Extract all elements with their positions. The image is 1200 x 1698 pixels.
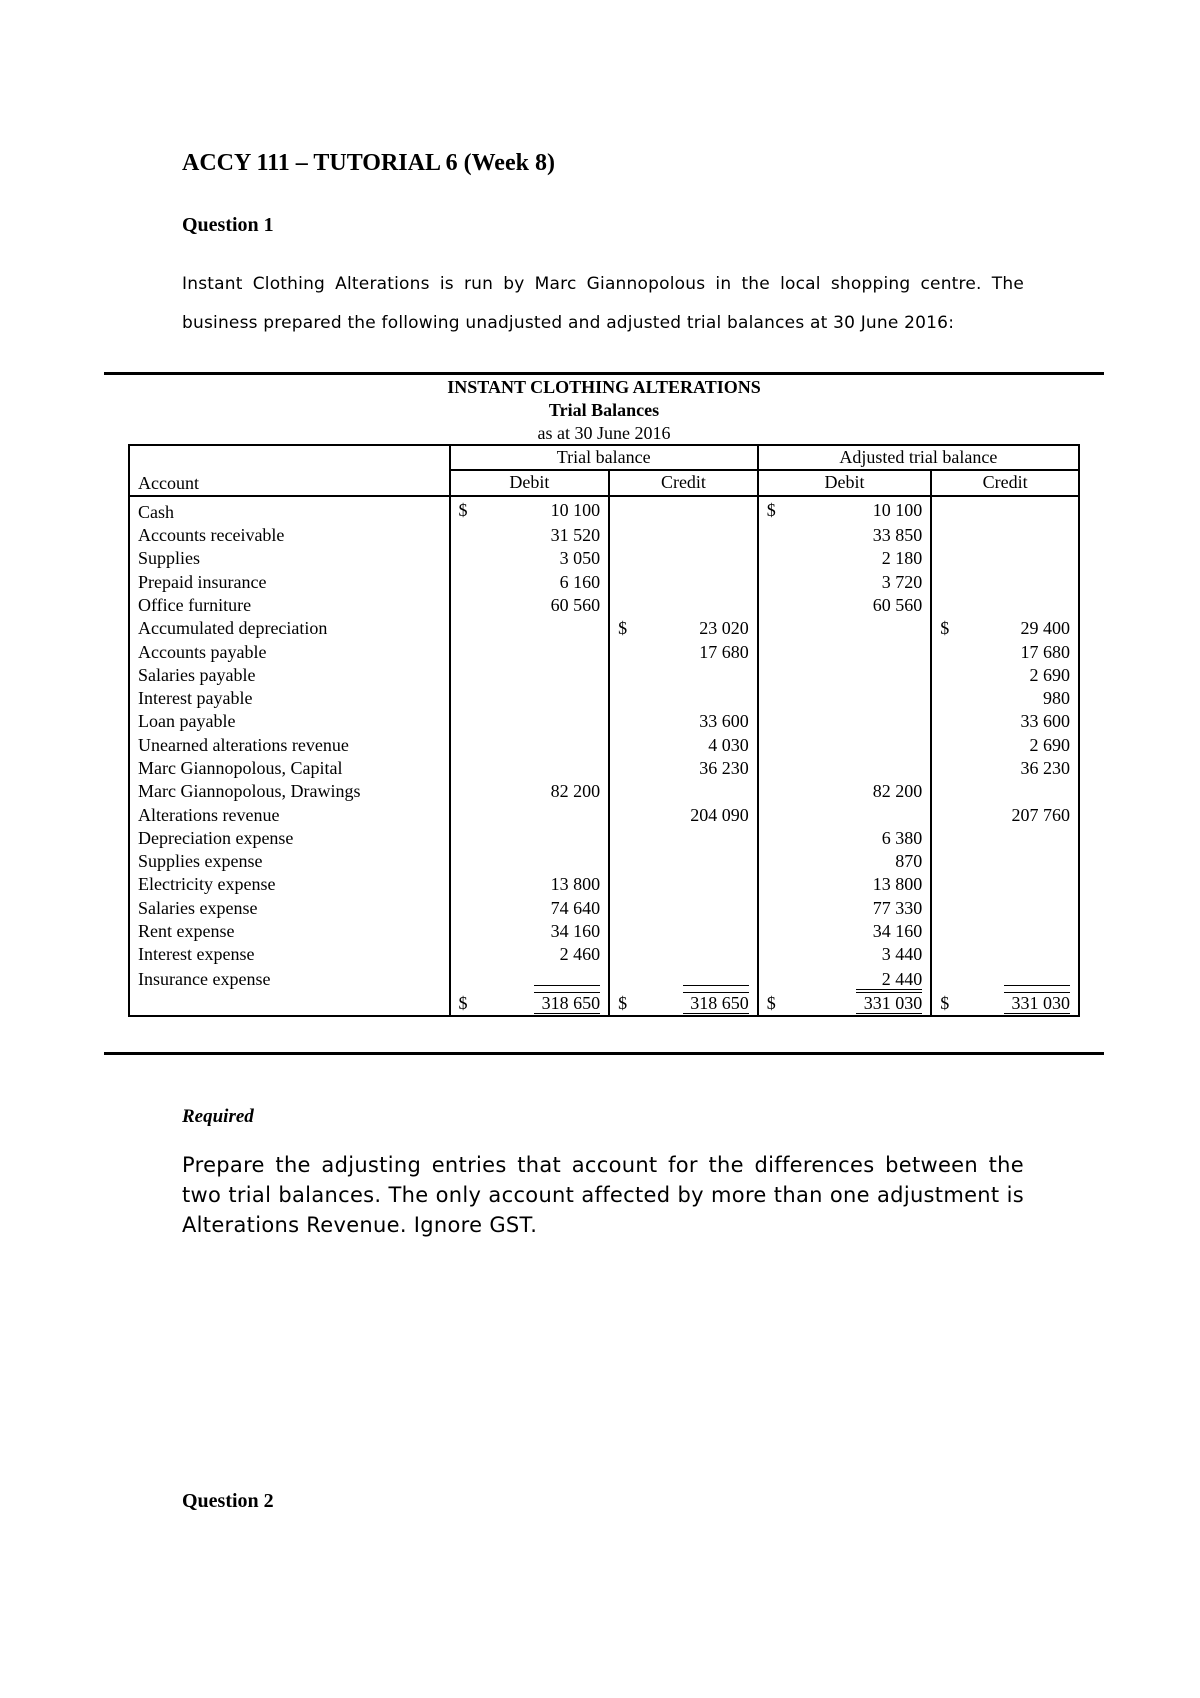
amount-cell-atb-cr [931, 640, 1079, 663]
amount-cell-atb-cr [931, 594, 1079, 617]
account-name: Office furniture [129, 594, 450, 617]
amount-cell-tb-dr [450, 943, 610, 966]
amount-cell-atb-cr [931, 687, 1079, 710]
amount-value: 980 [1043, 688, 1070, 709]
amount-cell-atb-cr [931, 570, 1079, 593]
account-name: Salaries expense [129, 897, 450, 920]
table-bottom-rule [104, 1052, 1104, 1055]
amount-value: 33 600 [699, 711, 749, 732]
amount-value: 36 230 [1020, 758, 1070, 778]
table-top-rule [104, 372, 1104, 375]
amount-value: 4 030 [708, 734, 749, 755]
account-name: Alterations revenue [129, 803, 450, 826]
amount-cell-atb-cr [931, 897, 1079, 920]
amount-cell-tb-dr [450, 873, 610, 896]
amount-cell-atb-dr [758, 850, 932, 873]
amount-value: 10 100 [872, 499, 923, 520]
amount-cell-tb-cr [609, 664, 758, 687]
amount-cell-atb-dr [758, 897, 932, 920]
amount-value: 31 520 [550, 525, 601, 546]
amount-cell-tb-cr [609, 803, 758, 826]
currency-symbol: $ [458, 992, 468, 1013]
amount-cell-tb-dr [450, 757, 610, 780]
amount-cell-tb-cr [609, 780, 758, 803]
amount-cell-tb-dr [450, 687, 610, 710]
amount-value: 23 020 [699, 618, 749, 639]
amount-cell-tb-dr [450, 897, 610, 920]
currency-symbol: $ [940, 618, 950, 639]
amount-value: 6 160 [559, 571, 601, 592]
amount-cell-atb-cr [931, 524, 1079, 547]
amount-cell-atb-cr [931, 967, 1079, 992]
amount-value: 82 200 [872, 781, 923, 802]
table-row [129, 570, 1079, 593]
amount-cell-atb-dr [758, 640, 932, 663]
table-row [129, 664, 1079, 687]
atb-credit-header: Credit [931, 470, 1079, 495]
table-row [129, 524, 1079, 547]
table-row [129, 734, 1079, 757]
amount-cell-tb-cr [609, 710, 758, 733]
currency-symbol: $ [766, 992, 776, 1013]
account-name: Marc Giannopolous, Capital [129, 757, 450, 780]
amount-cell-tb-dr [450, 664, 610, 687]
account-name: Accounts payable [129, 640, 450, 663]
amount-cell-tb-dr [450, 850, 610, 873]
account-name: Unearned alterations revenue [129, 734, 450, 757]
total-value: 331 030 [856, 992, 922, 1014]
question-2-heading: Question 2 [182, 1490, 274, 1512]
amount-cell-tb-cr [609, 757, 758, 780]
amount-cell-tb-dr [450, 920, 610, 943]
amount-cell-atb-cr [931, 547, 1079, 570]
amount-cell-tb-dr [450, 780, 610, 803]
table-heading [104, 376, 1104, 445]
table-row [129, 757, 1079, 780]
account-name: Supplies [129, 547, 450, 570]
amount-value: 36 230 [699, 758, 749, 778]
amount-cell-tb-cr [609, 943, 758, 966]
table-row [129, 803, 1079, 826]
amount-value: 3 440 [881, 944, 923, 965]
table-row [129, 640, 1079, 663]
amount-value: 17 680 [699, 641, 749, 662]
total-cell-atb-cr [931, 992, 1079, 1016]
table-row [129, 897, 1079, 920]
amount-cell-tb-dr [450, 547, 610, 570]
table-group-header-row [129, 445, 1079, 470]
account-name: Supplies expense [129, 850, 450, 873]
amount-cell-atb-dr [758, 827, 932, 850]
amount-cell-atb-cr [931, 873, 1079, 896]
totals-label-cell [129, 992, 450, 1016]
currency-symbol: $ [618, 992, 628, 1013]
account-name: Marc Giannopolous, Drawings [129, 780, 450, 803]
account-name: Salaries payable [129, 664, 450, 687]
amount-cell-atb-dr [758, 803, 932, 826]
amount-cell-atb-cr [931, 710, 1079, 733]
table-row [129, 827, 1079, 850]
amount-cell-atb-cr [931, 734, 1079, 757]
amount-value: 13 800 [872, 874, 923, 895]
amount-cell-tb-dr [450, 827, 610, 850]
amount-cell-tb-dr [450, 967, 610, 992]
amount-cell-tb-dr [450, 734, 610, 757]
amount-value: 34 160 [550, 921, 601, 942]
currency-symbol: $ [940, 992, 950, 1013]
tb-debit-header: Debit [450, 470, 610, 495]
account-name: Insurance expense [129, 967, 450, 992]
amount-cell-tb-cr [609, 920, 758, 943]
table-row [129, 594, 1079, 617]
amount-cell-atb-cr [931, 920, 1079, 943]
amount-cell-tb-dr [450, 570, 610, 593]
table-row [129, 617, 1079, 640]
statement-date: as at 30 June 2016 [537, 423, 671, 443]
amount-cell-atb-cr [931, 780, 1079, 803]
account-name: Interest payable [129, 687, 450, 710]
amount-value: 33 600 [1020, 711, 1070, 732]
amount-cell-tb-dr [450, 524, 610, 547]
amount-value: 10 100 [550, 499, 601, 520]
account-name: Accounts receivable [129, 524, 450, 547]
amount-cell-tb-dr [450, 496, 610, 524]
amount-cell-tb-cr [609, 850, 758, 873]
amount-value [534, 967, 600, 986]
amount-value: 60 560 [550, 594, 601, 615]
account-name: Rent expense [129, 920, 450, 943]
statement-title: Trial Balances [548, 400, 660, 420]
amount-cell-atb-dr [758, 547, 932, 570]
table-row [129, 780, 1079, 803]
amount-cell-tb-dr [450, 617, 610, 640]
amount-cell-atb-dr [758, 967, 932, 992]
currency-symbol: $ [618, 618, 628, 639]
amount-cell-atb-dr [758, 570, 932, 593]
company-name: INSTANT CLOTHING ALTERATIONS [447, 377, 761, 397]
amount-value: 13 800 [550, 874, 601, 895]
amount-value [683, 967, 749, 986]
total-value: 318 650 [683, 992, 749, 1014]
amount-cell-atb-dr [758, 734, 932, 757]
amount-cell-atb-cr [931, 664, 1079, 687]
amount-cell-atb-dr [758, 757, 932, 780]
amount-cell-tb-dr [450, 803, 610, 826]
trial-balance-table [128, 444, 1080, 1017]
trial-balance-header: Trial balance [450, 445, 758, 470]
adjusted-trial-balance-header: Adjusted trial balance [758, 445, 1079, 470]
amount-cell-tb-cr [609, 734, 758, 757]
amount-cell-tb-cr [609, 967, 758, 992]
amount-cell-tb-cr [609, 827, 758, 850]
total-cell-tb-cr [609, 992, 758, 1016]
amount-value: 60 560 [872, 594, 923, 615]
table-row [129, 967, 1079, 992]
amount-cell-atb-dr [758, 524, 932, 547]
amount-cell-atb-cr [931, 943, 1079, 966]
amount-cell-tb-dr [450, 594, 610, 617]
amount-cell-atb-dr [758, 710, 932, 733]
amount-cell-tb-dr [450, 640, 610, 663]
amount-cell-atb-cr [931, 757, 1079, 780]
account-name: Cash [129, 496, 450, 524]
question-1-intro: Instant Clothing Alterations is run by Marc Giannopolous in the local shopping centre. The business prepared the following unadjusted and adjusted trial balances at 30 June 2016: [182, 274, 1024, 333]
amount-cell-atb-cr [931, 617, 1079, 640]
table-row [129, 943, 1079, 966]
amount-value: 207 760 [1011, 804, 1070, 825]
account-name: Electricity expense [129, 873, 450, 896]
amount-cell-atb-dr [758, 496, 932, 524]
table-row [129, 850, 1079, 873]
account-name: Loan payable [129, 710, 450, 733]
amount-cell-atb-cr [931, 496, 1079, 524]
amount-value [1004, 967, 1070, 986]
amount-cell-tb-cr [609, 873, 758, 896]
amount-cell-atb-dr [758, 687, 932, 710]
amount-value: 17 680 [1020, 641, 1070, 662]
table-row [129, 710, 1079, 733]
amount-cell-atb-dr [758, 664, 932, 687]
total-value: 331 030 [1004, 992, 1070, 1014]
amount-value: 33 850 [872, 525, 923, 546]
account-name: Accumulated depreciation [129, 617, 450, 640]
required-instructions: Prepare the adjusting entries that account for the differences between the two trial balances. The only account affected by more than one adjustment is Alterations Revenue. Ignore GST. [182, 1153, 1024, 1237]
amount-cell-atb-cr [931, 850, 1079, 873]
currency-symbol: $ [766, 499, 776, 520]
amount-cell-tb-cr [609, 640, 758, 663]
amount-cell-atb-cr [931, 827, 1079, 850]
amount-value: 6 380 [881, 827, 923, 848]
amount-cell-tb-dr [450, 710, 610, 733]
table-row [129, 547, 1079, 570]
total-cell-tb-dr [450, 992, 610, 1016]
amount-cell-atb-dr [758, 920, 932, 943]
amount-value: 3 720 [881, 571, 923, 592]
amount-value: 870 [895, 851, 923, 872]
amount-value: 77 330 [872, 897, 923, 918]
amount-cell-atb-dr [758, 943, 932, 966]
amount-value: 2 180 [881, 548, 923, 569]
required-label: Required [182, 1106, 254, 1127]
amount-cell-tb-cr [609, 524, 758, 547]
amount-value: 3 050 [559, 548, 601, 569]
total-value: 318 650 [534, 992, 600, 1014]
amount-cell-atb-dr [758, 780, 932, 803]
amount-cell-atb-dr [758, 594, 932, 617]
amount-cell-atb-dr [758, 617, 932, 640]
table-row [129, 920, 1079, 943]
account-name: Depreciation expense [129, 827, 450, 850]
table-row [129, 496, 1079, 524]
amount-value: 29 400 [1020, 618, 1070, 639]
account-column-header: Account [129, 445, 450, 496]
amount-value: 2 460 [559, 944, 601, 965]
account-name: Interest expense [129, 943, 450, 966]
amount-cell-tb-cr [609, 594, 758, 617]
totals-row [129, 992, 1079, 1016]
amount-value: 34 160 [872, 921, 923, 942]
amount-cell-tb-cr [609, 687, 758, 710]
currency-symbol: $ [458, 499, 468, 520]
amount-value: 204 090 [690, 804, 749, 825]
amount-value: 2 690 [1029, 664, 1070, 685]
amount-cell-tb-cr [609, 496, 758, 524]
amount-value: 74 640 [550, 897, 601, 918]
amount-cell-tb-cr [609, 547, 758, 570]
table-row [129, 687, 1079, 710]
amount-value: 2 690 [1029, 734, 1070, 755]
amount-cell-atb-cr [931, 803, 1079, 826]
document-title: ACCY 111 – TUTORIAL 6 (Week 8) [182, 150, 555, 176]
question-1-heading: Question 1 [182, 214, 274, 236]
table-row [129, 873, 1079, 896]
amount-cell-tb-cr [609, 617, 758, 640]
amount-cell-atb-dr [758, 873, 932, 896]
amount-value: 2 440 [856, 969, 922, 990]
amount-cell-tb-cr [609, 570, 758, 593]
amount-value: 82 200 [550, 781, 601, 802]
total-cell-atb-dr [758, 992, 932, 1016]
atb-debit-header: Debit [758, 470, 932, 495]
amount-cell-tb-cr [609, 897, 758, 920]
account-name: Prepaid insurance [129, 570, 450, 593]
tb-credit-header: Credit [609, 470, 758, 495]
